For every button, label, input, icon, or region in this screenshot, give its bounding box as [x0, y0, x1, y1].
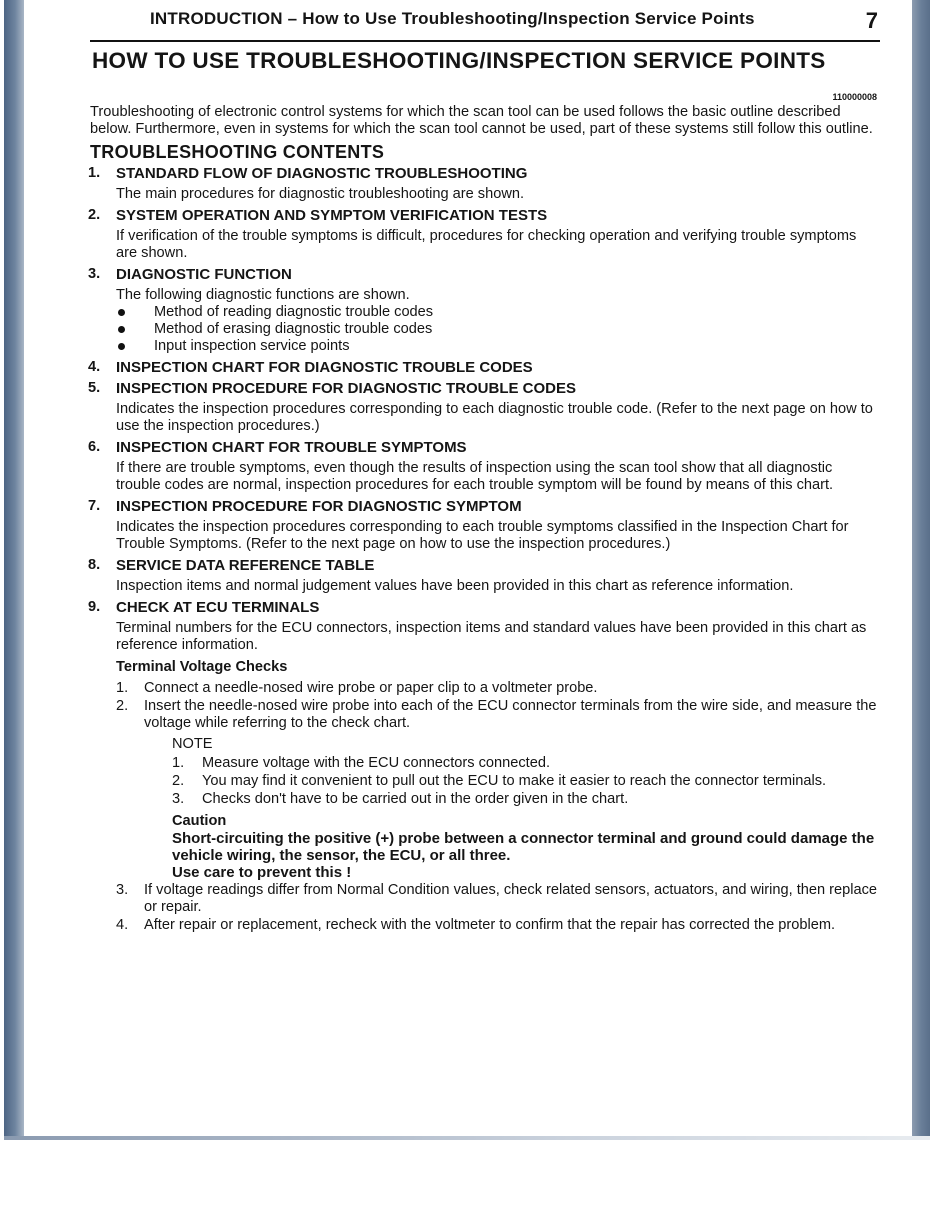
intro-paragraph: Troubleshooting of electronic control systems for which the scan tool can be used follows the basic outline described below. Furthermore, even in systems for which the scan tool cannot be used, part of these systems still follow this outline.: [90, 104, 873, 137]
item-number: 8.: [88, 557, 101, 573]
item-number: 4.: [88, 359, 101, 375]
item-number: 5.: [88, 380, 101, 396]
item-title: INSPECTION CHART FOR TROUBLE SYMPTOMS: [116, 439, 467, 456]
note-item: 1. Measure voltage with the ECU connectors connected.: [172, 755, 551, 771]
caution-emphasis: Use care to prevent this !: [172, 864, 352, 881]
running-header: [90, 6, 880, 42]
item-description: If there are trouble symptoms, even though the results of inspection using the scan tool show that all diagnostic trouble codes are normal, inspection procedures for each trouble symptom will be found by means of this chart.: [116, 460, 834, 493]
item-title: INSPECTION PROCEDURE FOR DIAGNOSTIC SYMPTOM: [116, 498, 522, 515]
step-item: 4. After repair or replacement, recheck with the voltmeter to confirm that the repair has corrected the problem.: [116, 917, 836, 933]
item-description: Inspection items and normal judgement values have been provided in this chart as reference information.: [116, 578, 794, 594]
note-label: NOTE: [172, 736, 213, 752]
item-number: 1.: [88, 165, 101, 181]
diagnostic-function-list: [116, 304, 878, 355]
contents-item-6: [88, 439, 878, 494]
contents-item-4: [88, 359, 878, 376]
note-block: [172, 736, 878, 808]
item-title: CHECK AT ECU TERMINALS: [116, 599, 320, 616]
item-title: STANDARD FLOW OF DIAGNOSTIC TROUBLESHOOTING: [116, 165, 528, 182]
item-title: INSPECTION CHART FOR DIAGNOSTIC TROUBLE CODES: [116, 359, 533, 376]
item-number: 3.: [88, 266, 101, 282]
step-item: 2. Insert the needle-nosed wire probe into each of the ECU connector terminals from the wire side, and measure the voltage while referring to the check chart. NOTE 1. Measure voltage with the ECU connectors connected. 2. You may find it convenient to pull out the ECU to make it easier to reach the connector terminals. 3. Checks don't have to be carried out in the order given in the chart. Caution Short-circuiting the positive (+) probe between a connector terminal and ground could damage the vehicle wiring, the sensor, the ECU, or all three. Use care to prevent this !: [116, 698, 877, 881]
contents-item-8: [88, 557, 878, 595]
item-description: Indicates the inspection procedures corresponding to each diagnostic trouble code. (Refer to the next page on how to use the inspection procedures.): [116, 401, 873, 434]
item-title: SYSTEM OPERATION AND SYMPTOM VERIFICATION TESTS: [116, 207, 548, 224]
bullet-icon: [118, 309, 125, 316]
item-description: The main procedures for diagnostic troubleshooting are shown.: [116, 186, 525, 202]
list-item: Input inspection service points: [116, 338, 878, 355]
item-number: 9.: [88, 599, 101, 615]
item-title: SERVICE DATA REFERENCE TABLE: [116, 557, 375, 574]
caution-block: [172, 813, 878, 881]
contents-item-5: [88, 380, 878, 435]
contents-item-2: [88, 207, 878, 262]
item-description: Terminal numbers for the ECU connectors, inspection items and standard values have been provided in this chart as reference information.: [116, 620, 867, 653]
bullet-icon: [118, 326, 125, 333]
bullet-icon: [118, 343, 125, 350]
page-title: HOW TO USE TROUBLESHOOTING/INSPECTION SERVICE POINTS: [92, 48, 826, 73]
scan-edge-bottom: [4, 1136, 930, 1140]
caution-text: Short-circuiting the positive (+) probe between a connector terminal and ground could damage the vehicle wiring, the sensor, the ECU, or all three.: [172, 830, 875, 864]
contents-item-3: [88, 266, 878, 355]
note-item: 2. You may find it convenient to pull out the ECU to make it easier to reach the connector terminals.: [172, 773, 827, 789]
item-number: 7.: [88, 498, 101, 514]
step-item: 1. Connect a needle-nosed wire probe or paper clip to a voltmeter probe.: [116, 680, 598, 696]
step-item: 3. If voltage readings differ from Normal Condition values, check related sensors, actuators, and wiring, then replace or repair.: [116, 882, 878, 915]
item-title: DIAGNOSTIC FUNCTION: [116, 266, 292, 283]
contents-item-9: [88, 599, 878, 934]
list-item: Method of reading diagnostic trouble codes: [116, 304, 878, 321]
item-title: INSPECTION PROCEDURE FOR DIAGNOSTIC TROUBLE CODES: [116, 380, 577, 397]
page-number: 7: [865, 8, 878, 33]
item-description: Indicates the inspection procedures corresponding to each trouble symptoms classified in the Inspection Chart for Trouble Symptoms. (Refer to the next page on how to use the inspection procedures.): [116, 519, 849, 552]
note-list: [172, 755, 878, 808]
scan-edge-left: [4, 0, 24, 1140]
item-number: 2.: [88, 207, 101, 223]
terminal-checks-heading: Terminal Voltage Checks: [116, 659, 288, 675]
document-code: 110000008: [832, 92, 877, 102]
scan-edge-right: [912, 0, 930, 1140]
item-description: If verification of the trouble symptoms is difficult, procedures for checking operation and verifying trouble symptoms are shown.: [116, 228, 857, 261]
header-title: INTRODUCTION – How to Use Troubleshooting/Inspection Service Points: [150, 9, 755, 28]
note-item: 3. Checks don't have to be carried out in the order given in the chart.: [172, 791, 629, 807]
contents-heading: TROUBLESHOOTING CONTENTS: [90, 142, 385, 162]
list-item: Method of erasing diagnostic trouble codes: [116, 321, 878, 338]
terminal-checks-steps: [116, 680, 878, 934]
page-body: [88, 104, 878, 934]
caution-label: Caution: [172, 813, 227, 829]
item-number: 6.: [88, 439, 101, 455]
contents-item-7: [88, 498, 878, 553]
item-description: The following diagnostic functions are shown.: [116, 287, 410, 303]
contents-item-1: [88, 165, 878, 203]
